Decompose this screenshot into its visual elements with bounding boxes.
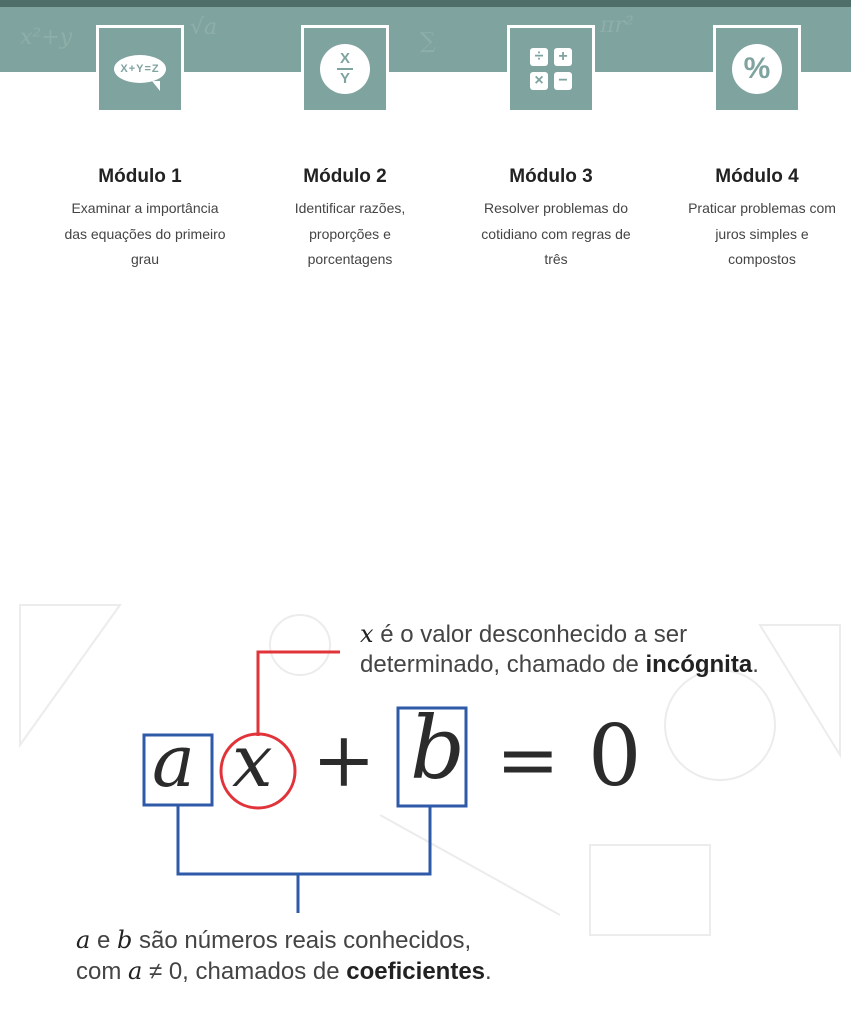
percent-icon bbox=[713, 25, 801, 113]
module-title: Módulo 3 bbox=[509, 166, 593, 187]
equation-zero: 0 bbox=[588, 707, 642, 805]
desc-line: Examinar a importância bbox=[71, 200, 219, 216]
note-text: ≠ 0, chamados de bbox=[142, 958, 347, 985]
module-3[interactable] bbox=[466, 25, 636, 273]
desc-line: três bbox=[544, 251, 568, 267]
incognita-note bbox=[360, 619, 759, 680]
module-title: Módulo 2 bbox=[303, 166, 387, 187]
divide-icon: ÷ bbox=[530, 48, 548, 66]
desc-line: juros simples e bbox=[715, 225, 809, 242]
top-strip bbox=[0, 0, 851, 7]
plus-icon: + bbox=[554, 48, 572, 66]
module-description bbox=[466, 196, 646, 273]
minus-icon: − bbox=[554, 72, 572, 90]
note-text: são números reais conhecidos, bbox=[132, 927, 472, 954]
desc-line: proporções e bbox=[309, 225, 391, 242]
fraction-numerator: X bbox=[339, 50, 350, 67]
note-keyword: incógnita bbox=[645, 651, 753, 678]
note-var-a: a bbox=[76, 926, 91, 954]
equation-bubble: X+Y=Z bbox=[114, 55, 166, 83]
desc-line: porcentagens bbox=[307, 251, 393, 267]
equation-b: b bbox=[410, 699, 466, 799]
note-var-b: b bbox=[117, 926, 133, 954]
note-text: determinado, chamado de bbox=[360, 651, 646, 678]
note-var-x: x bbox=[360, 620, 374, 648]
note-text: com bbox=[76, 958, 129, 985]
module-title: Módulo 1 bbox=[98, 166, 182, 187]
module-2[interactable] bbox=[260, 25, 430, 273]
equation-illustration bbox=[0, 585, 851, 1019]
module-title: Módulo 4 bbox=[715, 166, 799, 187]
module-description bbox=[260, 196, 440, 273]
equation-a: a bbox=[152, 719, 195, 803]
desc-line: cotidiano com regras de bbox=[481, 225, 631, 242]
desc-line: Identificar razões, bbox=[294, 200, 406, 216]
percent-symbol: % bbox=[743, 52, 771, 85]
equation-equals: = bbox=[496, 715, 560, 804]
fraction-icon bbox=[301, 25, 389, 113]
arithmetic-operators-icon bbox=[507, 25, 595, 113]
speech-bubble-icon bbox=[96, 25, 184, 113]
desc-line: Resolver problemas do bbox=[484, 200, 628, 216]
note-var-a: a bbox=[128, 957, 143, 985]
module-description bbox=[672, 196, 851, 273]
operators-grid bbox=[530, 48, 572, 90]
multiply-icon: × bbox=[530, 72, 548, 90]
fraction-circle bbox=[320, 44, 370, 94]
percent-circle bbox=[732, 44, 782, 94]
note-text: e bbox=[90, 927, 117, 954]
note-text: é o valor desconhecido a ser bbox=[373, 621, 688, 648]
coefficients-note bbox=[76, 925, 492, 987]
desc-line: grau bbox=[130, 251, 160, 267]
note-text: . bbox=[752, 651, 759, 678]
note-text: . bbox=[485, 958, 492, 985]
header-banner: x²+y √a ∑ πr² bbox=[0, 7, 851, 72]
module-1[interactable] bbox=[55, 25, 225, 273]
equation-x: x bbox=[232, 719, 273, 803]
desc-line: compostos bbox=[728, 251, 796, 267]
module-4[interactable] bbox=[672, 25, 842, 273]
note-keyword: coeficientes bbox=[346, 958, 486, 985]
module-description bbox=[55, 196, 235, 273]
fraction-denominator: Y bbox=[339, 70, 350, 87]
coefficients-connector bbox=[178, 806, 430, 874]
equation-plus: + bbox=[312, 715, 376, 804]
desc-line: Praticar problemas com bbox=[688, 200, 836, 216]
desc-line: das equações do primeiro bbox=[64, 225, 226, 242]
